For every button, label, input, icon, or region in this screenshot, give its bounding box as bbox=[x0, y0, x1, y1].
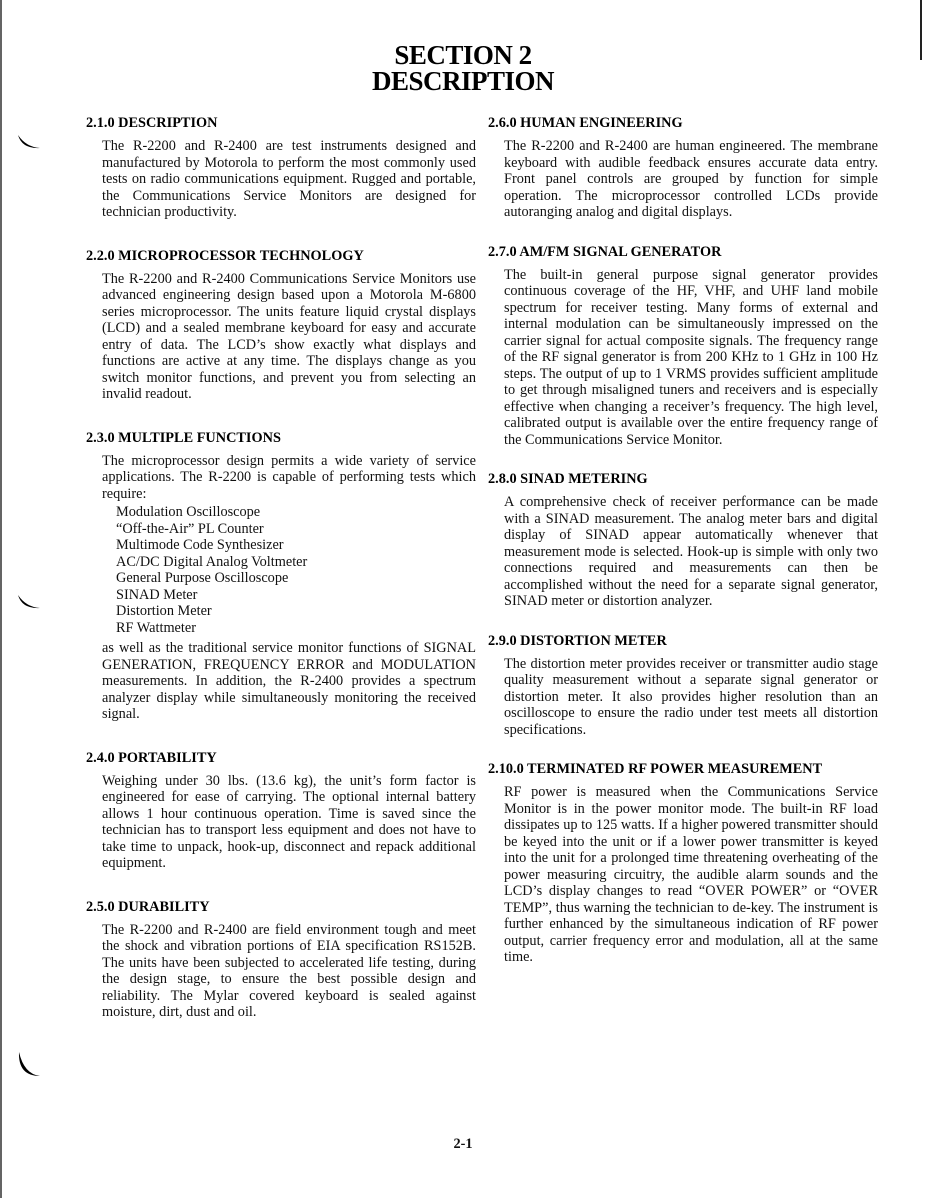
section-heading: 2.4.0 PORTABILITY bbox=[86, 749, 217, 766]
section-body: The built-in general purpose signal generator provides continuous coverage of the HF, VHF, and UHF land mobile spectrum for receiver testing. Many forms of external and internal modulation can be simultaneously impressed on the carrier signal for actual composite signals. The frequency range of the RF signal generator is from 200 KHz to 1 GHz in 100 Hz steps. The output of up to 1 VRMS provides sufficient amplitude to get through misaligned tuners and receivers and is especially effective when changing a receiver’s frequency. The high level, calibrated output is available over the entire frequency range of the Communications Service Monitor. bbox=[504, 266, 878, 448]
binder-hole-mark-icon bbox=[16, 1050, 42, 1080]
section-outro: as well as the traditional service monitor functions of SIGNAL GENERATION, FREQUENCY ERROR and MODULATION measurements. In addition, the R-2400 provides a spectrum analyzer display while simultaneously monitoring the received signal. bbox=[102, 640, 476, 722]
function-list-item: “Off-the-Air” PL Counter bbox=[116, 520, 264, 537]
function-list-item: AC/DC Digital Analog Voltmeter bbox=[116, 553, 308, 570]
section-body: The R-2200 and R-2400 are test instruments designed and manufactured by Motorola to perform the most commonly used tests on radio communications equipment. Rugged and portable, the Communications Service Monitors are designed for technician productivity. bbox=[102, 138, 476, 220]
section-2-1-0 bbox=[86, 114, 476, 221]
binder-hole-mark-icon bbox=[16, 134, 42, 152]
section-heading: 2.6.0 HUMAN ENGINEERING bbox=[488, 115, 683, 131]
left-column bbox=[86, 114, 476, 1021]
section-name-title: DESCRIPTION bbox=[371, 66, 555, 96]
section-2-2-0 bbox=[86, 247, 476, 403]
right-column bbox=[488, 114, 878, 966]
section-body: The R-2200 and R-2400 are field environment tough and meet the shock and vibration portions of EIA specification RS152B. The units have been subjected to accelerated life testing, during the design stage, to ensure the best possible design and reliability. The Mylar covered keyboard is sealed against moisture, dirt, dust and oil. bbox=[102, 921, 476, 1020]
section-heading: 2.10.0 TERMINATED RF POWER MEASUREMENT bbox=[488, 761, 823, 777]
section-body: A comprehensive check of receiver performance can be made with a SINAD measurement. The analog meter bars and digital display of SINAD appear automatically whenever that measurement mode is selected. Hook-up is simple with only two connections required and measurements can then be accomplished without the need for a separate signal generator, SINAD meter or distortion analyzer. bbox=[504, 494, 878, 609]
section-2-5-0 bbox=[86, 898, 476, 1021]
binder-hole-mark-icon bbox=[16, 594, 42, 612]
section-heading: 2.8.0 SINAD METERING bbox=[488, 471, 648, 487]
section-body: The distortion meter provides receiver or transmitter audio stage quality measurement without a separate signal generator or distortion meter. It also provides higher resolution than an oscilloscope to ensure the radio under test meets all distortion specifications. bbox=[504, 655, 878, 738]
section-intro: The microprocessor design permits a wide variety of service applications. The R-2200 is capable of performing tests which require: bbox=[102, 452, 476, 502]
section-2-6-0 bbox=[488, 114, 878, 221]
function-list bbox=[116, 504, 476, 636]
section-body: The R-2200 and R-2400 are human engineered. The membrane keyboard with audible feedback ensures accurate data entry. Front panel controls are grouped by function for simple operation. The microprocessor controlled LCDs provide autoranging analog and digital displays. bbox=[504, 138, 878, 220]
section-2-3-0 bbox=[86, 429, 476, 723]
section-body: The R-2200 and R-2400 Communications Service Monitors use advanced engineering design based upon a Motorola M-6800 series microprocessor. The units feature liquid crystal displays (LCD) and a sealed membrane keyboard for easy and accurate entry of data. The LCD’s show exactly what displays and functions are active at any time. The displays change as you switch monitor functions, and prevent you from selecting an invalid readout. bbox=[102, 270, 476, 402]
section-heading: 2.1.0 DESCRIPTION bbox=[86, 115, 218, 131]
scan-left-edge bbox=[0, 0, 2, 1198]
function-list-item: General Purpose Oscilloscope bbox=[116, 570, 289, 586]
section-body: RF power is measured when the Communications Service Monitor is in the power monitor mode. The built-in RF load dissipates up to 125 watts. If a higher powered transmitter should be keyed into the unit or if a lower power transmitter is keyed into the unit for a prolonged time threatening overheating of the power measuring circuitry, the audible alarm sounds and the LCD’s display changes to read “OVER POWER” or “OVER TEMP”, thus warning the technician to de-key. The instrument is further enhanced by the simultaneous indication of RF power output, carrier frequency error and modulation, all at the same time. bbox=[504, 784, 878, 965]
function-list-item: Modulation Oscilloscope bbox=[116, 504, 261, 520]
page-number: 2-1 bbox=[453, 1136, 473, 1152]
function-list-item: SINAD Meter bbox=[116, 586, 198, 603]
function-list-item: Distortion Meter bbox=[116, 603, 212, 619]
section-2-4-0 bbox=[86, 749, 476, 872]
section-heading: 2.9.0 DISTORTION METER bbox=[488, 632, 667, 649]
section-heading: 2.5.0 DURABILITY bbox=[86, 898, 210, 915]
section-heading: 2.2.0 MICROPROCESSOR TECHNOLOGY bbox=[86, 247, 364, 264]
section-2-10-0 bbox=[488, 760, 878, 966]
section-body: Weighing under 30 lbs. (13.6 kg), the unit’s form factor is engineered for ease of carrying. The optional internal battery allows 1 hour continuous operation. Time is saved since the technician has to transport less equipment and does not have to take time to unpack, hook-up, disconnect and repack additional equipment. bbox=[102, 772, 476, 871]
function-list-item: RF Wattmeter bbox=[116, 619, 196, 636]
section-2-8-0 bbox=[488, 470, 878, 610]
section-heading: 2.7.0 AM/FM SIGNAL GENERATOR bbox=[488, 243, 722, 260]
page-header bbox=[0, 42, 926, 94]
section-2-9-0 bbox=[488, 632, 878, 739]
section-2-7-0 bbox=[488, 243, 878, 449]
section-heading: 2.3.0 MULTIPLE FUNCTIONS bbox=[86, 429, 281, 446]
function-list-item: Multimode Code Synthesizer bbox=[116, 537, 284, 553]
section-number-title: SECTION 2 bbox=[394, 40, 532, 70]
